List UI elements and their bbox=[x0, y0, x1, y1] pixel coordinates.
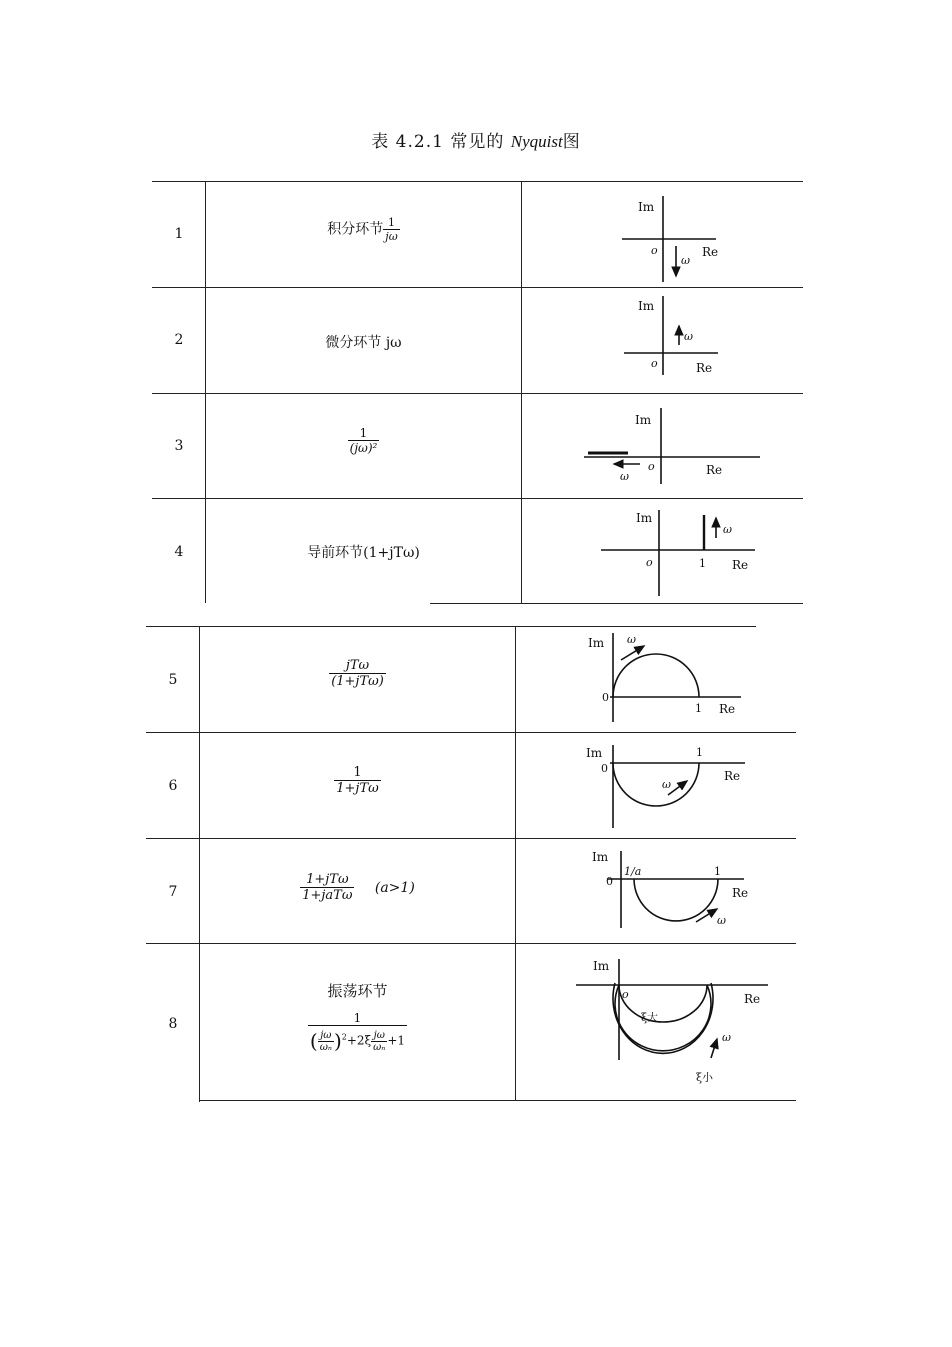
row-expression: 积分环节 $\frac{1}{j\omega}$ bbox=[327, 216, 398, 243]
svg-text:Re: Re bbox=[732, 886, 749, 900]
omega-label: ω bbox=[681, 254, 690, 267]
svg-text:ω: ω bbox=[684, 330, 693, 343]
row-number: 8 bbox=[168, 1016, 178, 1032]
row-expression: $\frac{1}{\text{1+jTω}}$ bbox=[336, 765, 379, 796]
row-expression: $\frac{\text{1+jTω}}{\text{1+jaTω}}$ (a>1) bbox=[302, 872, 415, 903]
svg-text:0: 0 bbox=[601, 762, 608, 775]
svg-text:Im: Im bbox=[593, 959, 610, 973]
svg-text:1: 1 bbox=[714, 865, 721, 878]
svg-text:o: o bbox=[646, 556, 653, 569]
row-expression: 微分环节 jω bbox=[325, 335, 402, 351]
origin-label: o bbox=[651, 244, 658, 257]
svg-text:Im: Im bbox=[638, 299, 655, 313]
svg-text:o: o bbox=[648, 460, 655, 473]
svg-text:1: 1 bbox=[696, 746, 703, 759]
svg-text:1: 1 bbox=[699, 557, 706, 570]
svg-text:ω: ω bbox=[620, 470, 629, 483]
svg-text:o: o bbox=[651, 357, 658, 370]
svg-text:Im: Im bbox=[586, 746, 603, 760]
row-number: 7 bbox=[168, 884, 178, 900]
svg-text:ξ小: ξ小 bbox=[696, 1071, 714, 1084]
svg-text:ω: ω bbox=[723, 523, 732, 536]
row-number: 1 bbox=[174, 226, 184, 242]
svg-text:o: o bbox=[622, 988, 629, 1001]
svg-text:Im: Im bbox=[635, 413, 652, 427]
row-expression: 振荡环节 1 ( $\frac{j\omega}{\text{ωₙ}}$ )$^2$+2ξ $\frac{j\omega}{\text{ωₙ}}$ +1 bbox=[309, 982, 406, 1053]
svg-text:ξ大: ξ大 bbox=[641, 1011, 659, 1024]
svg-text:0: 0 bbox=[606, 875, 613, 888]
svg-text:Re: Re bbox=[696, 361, 713, 375]
svg-text:Re: Re bbox=[724, 769, 741, 783]
row-number: 4 bbox=[174, 544, 184, 560]
svg-text:Re: Re bbox=[719, 702, 736, 716]
svg-text:ω: ω bbox=[722, 1031, 731, 1044]
svg-text:ω: ω bbox=[627, 633, 636, 646]
re-label: Re bbox=[702, 245, 719, 259]
row-number: 6 bbox=[168, 778, 178, 794]
svg-text:Re: Re bbox=[732, 558, 749, 572]
svg-text:Im: Im bbox=[588, 636, 605, 650]
row-expression: $\frac{\text{jTω}}{\text{(1+jTω)}}$ bbox=[331, 658, 384, 689]
svg-text:Im: Im bbox=[636, 511, 653, 525]
row-expression: $\frac{1}{\text{(jω)²}}$ bbox=[349, 426, 378, 455]
svg-text:Re: Re bbox=[706, 463, 723, 477]
table-caption: 表 4.2.1 常见的 Nyquist图 bbox=[371, 132, 581, 152]
svg-text:1/a: 1/a bbox=[624, 865, 642, 878]
svg-text:Re: Re bbox=[744, 992, 761, 1006]
svg-text:ω: ω bbox=[717, 914, 726, 927]
row-number: 5 bbox=[168, 672, 178, 688]
im-label: Im bbox=[638, 200, 655, 214]
svg-text:0: 0 bbox=[602, 691, 609, 704]
svg-text:1: 1 bbox=[695, 702, 702, 715]
svg-text:ω: ω bbox=[662, 778, 671, 791]
row-number: 2 bbox=[174, 332, 184, 348]
row-expression: 导前环节(1+jTω) bbox=[307, 545, 420, 561]
row-number: 3 bbox=[174, 438, 184, 454]
svg-text:Im: Im bbox=[592, 850, 609, 864]
